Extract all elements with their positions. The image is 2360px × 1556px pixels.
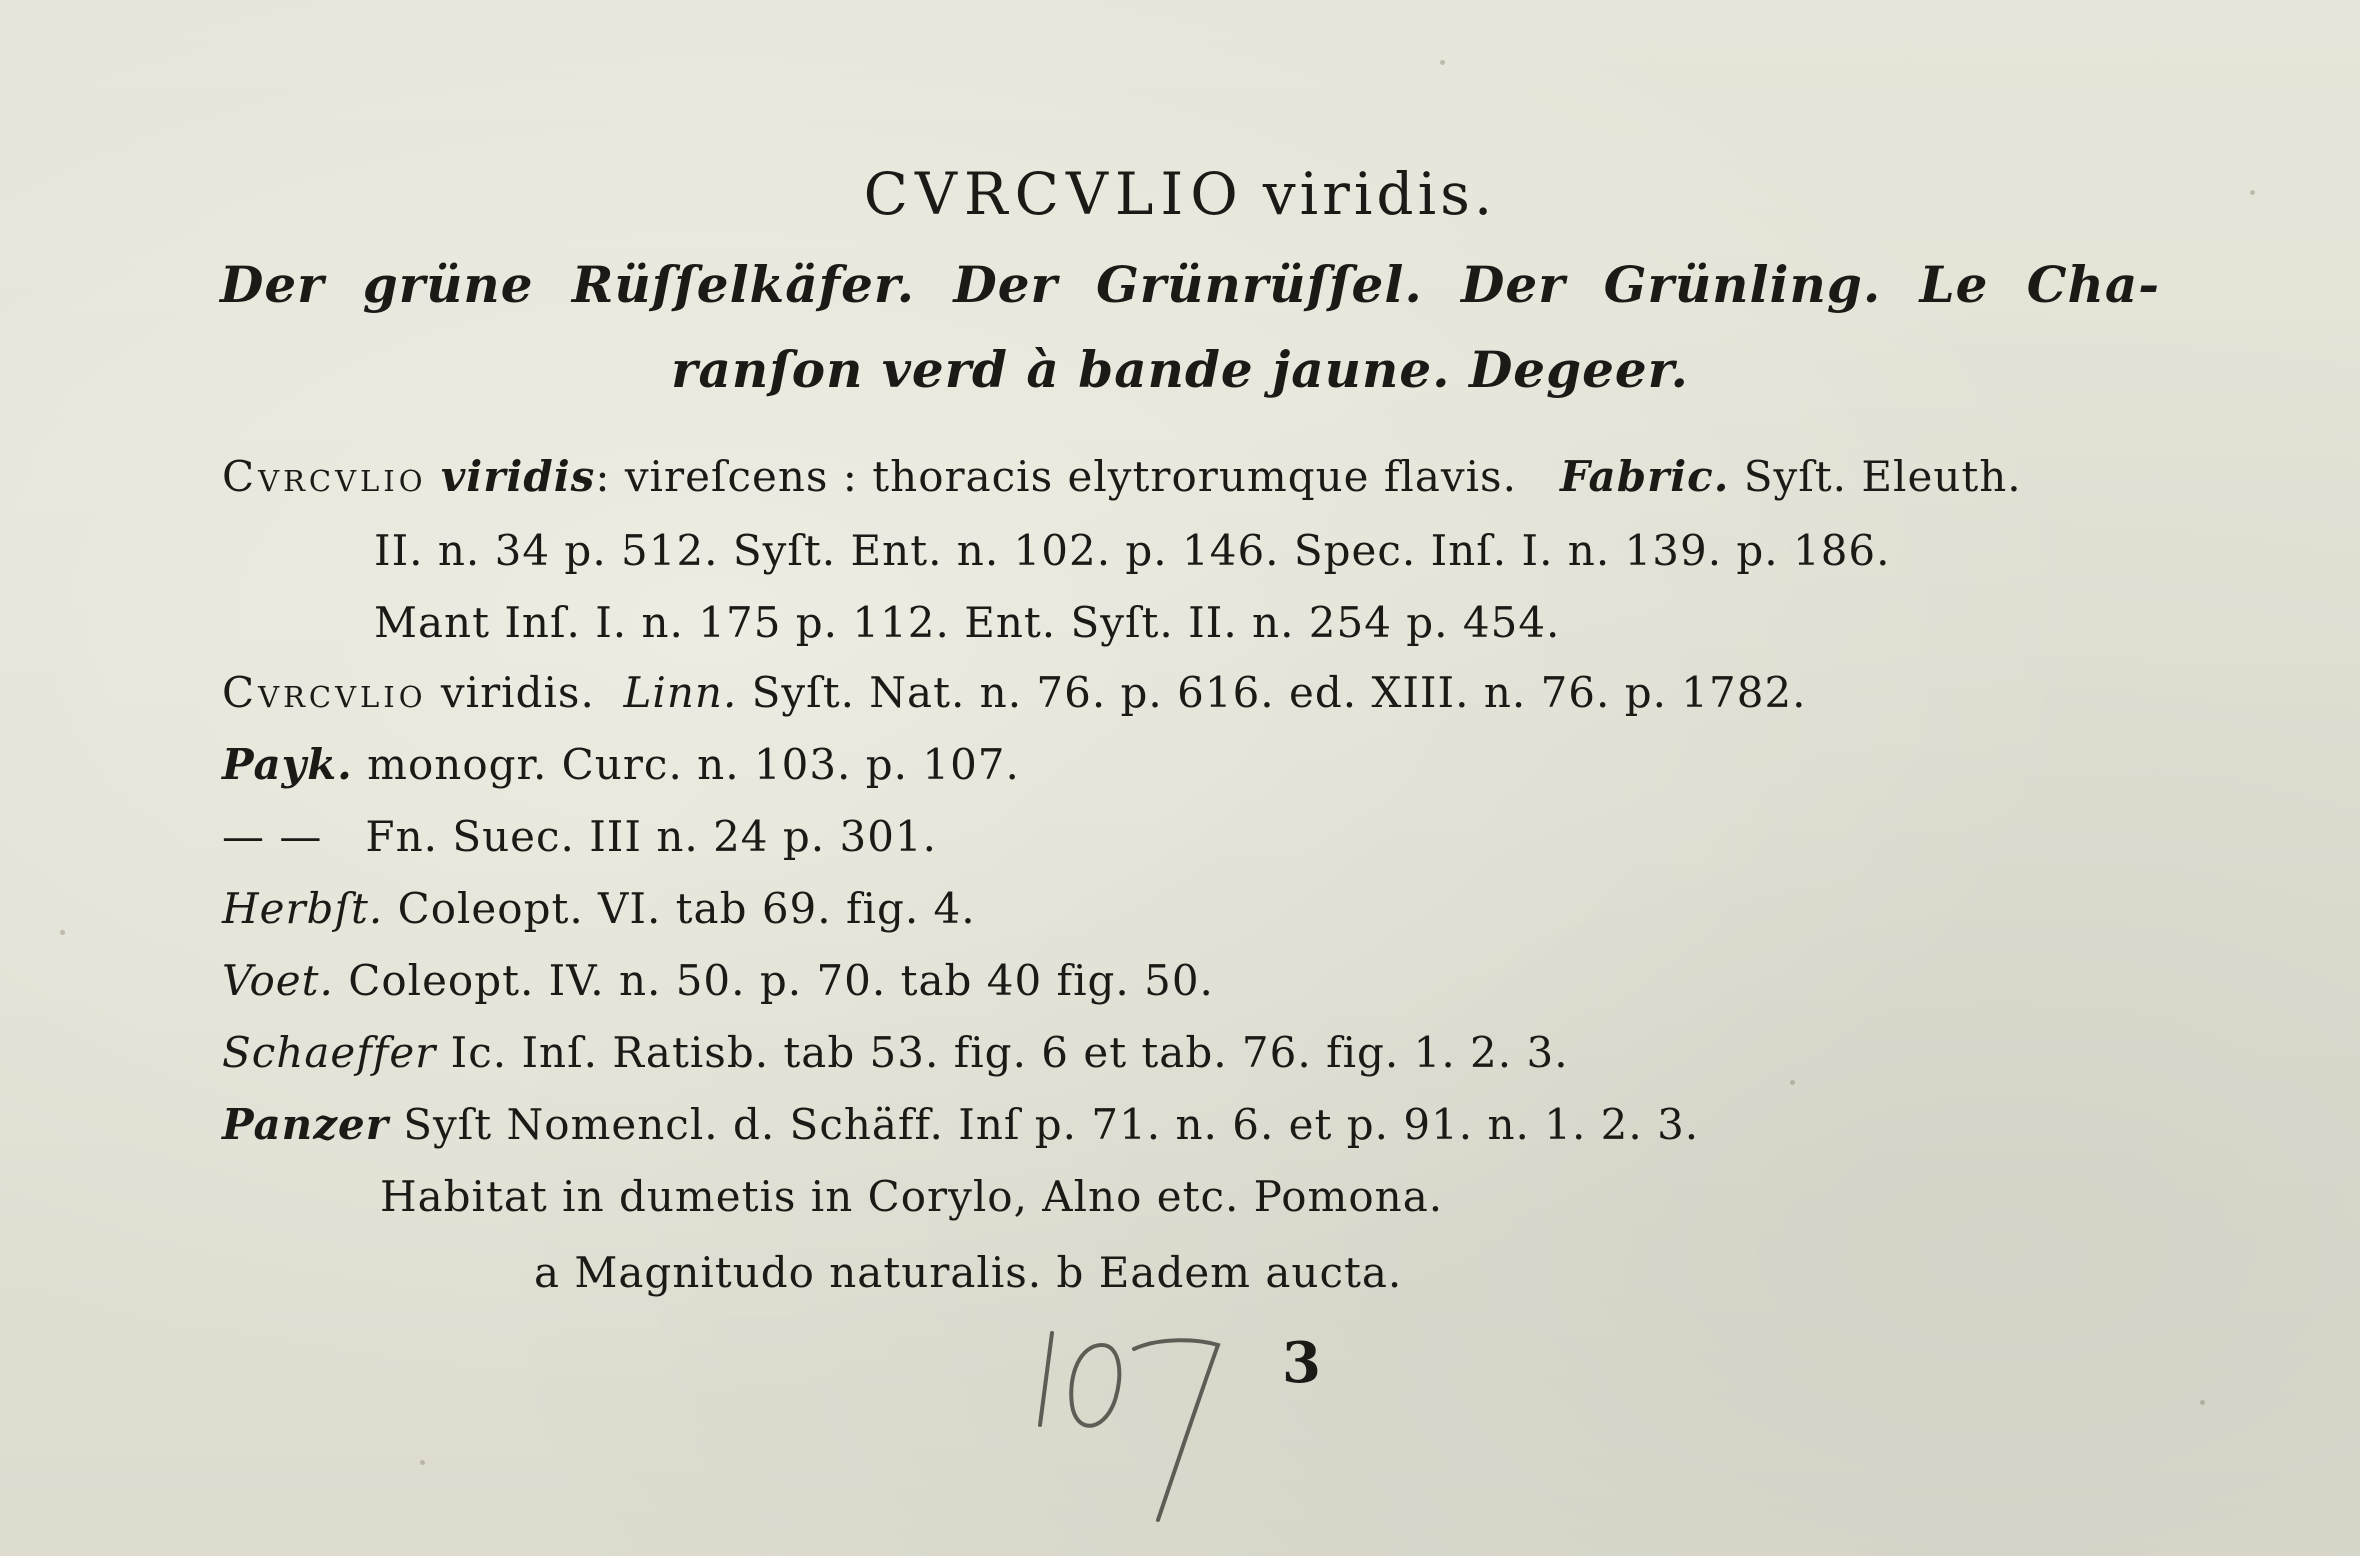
synonym-author: Payk. <box>222 740 353 789</box>
synonym-reference: monogr. Curc. n. 103. p. 107. <box>367 740 1020 789</box>
synonym-voet <box>222 956 1214 1005</box>
synonym-species: viridis <box>440 452 596 501</box>
page-title <box>0 160 2360 228</box>
synonym-fauna-suecica <box>222 812 937 861</box>
synonym-paykull <box>222 740 1020 789</box>
synonym-fabricius <box>222 452 2022 501</box>
synonym-reference: Ic. Inſ. Ratisb. tab 53. fig. 6 et tab. 76. fig. 1. 2. 3. <box>450 1028 1569 1077</box>
synonym-reference: Syſt Nomencl. d. Schäff. Inſ p. 71. n. 6. et p. 91. n. 1. 2. 3. <box>403 1100 1700 1149</box>
synonym-author: Voet. <box>222 956 334 1005</box>
common-names-line-1: Der grüne Rüſſelkäfer. Der Grünrüſſel. Der Grünling. Le Cha- <box>220 255 2160 314</box>
synonym-author: Schaeffer <box>222 1028 437 1077</box>
synonym-diagnosis: : vireſcens : thoracis elytrorumque flavis. <box>595 452 1517 501</box>
synonym-reference: Coleopt. VI. tab 69. fig. 4. <box>397 884 976 933</box>
paper-speck <box>1790 1080 1795 1085</box>
synonym-reference: Syſt. Nat. n. 76. p. 616. ed. XIII. n. 76. p. 1782. <box>751 668 1807 717</box>
synonym-genus: Cvrcvlio <box>222 452 427 501</box>
synonym-author: Herbſt. <box>222 884 384 933</box>
common-names-line-2: ranſon verd à bande jaune. Degeer. <box>671 340 1689 399</box>
synonym-species: viridis. <box>440 668 595 717</box>
handwritten-number <box>1030 1315 1240 1535</box>
synonym-reference: Coleopt. IV. n. 50. p. 70. tab 40 fig. 50. <box>348 956 1214 1005</box>
paper-speck <box>60 930 65 935</box>
title-species: viridis. <box>1262 160 1497 228</box>
synonym-genus: Cvrcvlio <box>222 668 427 717</box>
synonym-fabricius-continued: II. n. 34 p. 512. Syſt. Ent. n. 102. p. 146. Spec. Inſ. I. n. 139. p. 186. <box>374 526 1891 575</box>
paper-speck <box>1440 60 1445 65</box>
synonym-linnaeus <box>222 668 1807 717</box>
paper-speck <box>420 1460 425 1465</box>
synonym-reference: Fn. Suec. III n. 24 p. 301. <box>365 812 937 861</box>
synonym-reference: Syſt. Eleuth. <box>1743 452 2022 501</box>
paper-speck <box>2200 1400 2205 1405</box>
synonym-author: Panzer <box>222 1100 389 1149</box>
synonym-author: Linn. <box>623 668 738 717</box>
title-genus: CVRCVLIO <box>863 160 1245 228</box>
habitat-text: Habitat in dumetis in Corylo, Alno etc. Pomona. <box>380 1172 1444 1221</box>
synonym-herbst <box>222 884 976 933</box>
ditto-dashes: — — <box>222 812 323 861</box>
synonym-fabricius-continued: Mant Inſ. I. n. 175 p. 112. Ent. Syſt. II. n. 254 p. 454. <box>374 598 1561 647</box>
synonym-author: Fabric. <box>1560 452 1730 501</box>
synonym-panzer <box>222 1100 1699 1149</box>
page-number: 3 <box>1282 1330 1321 1396</box>
synonym-schaeffer <box>222 1028 1569 1077</box>
figure-caption: a Magnitudo naturalis. b Eadem aucta. <box>534 1248 1403 1297</box>
